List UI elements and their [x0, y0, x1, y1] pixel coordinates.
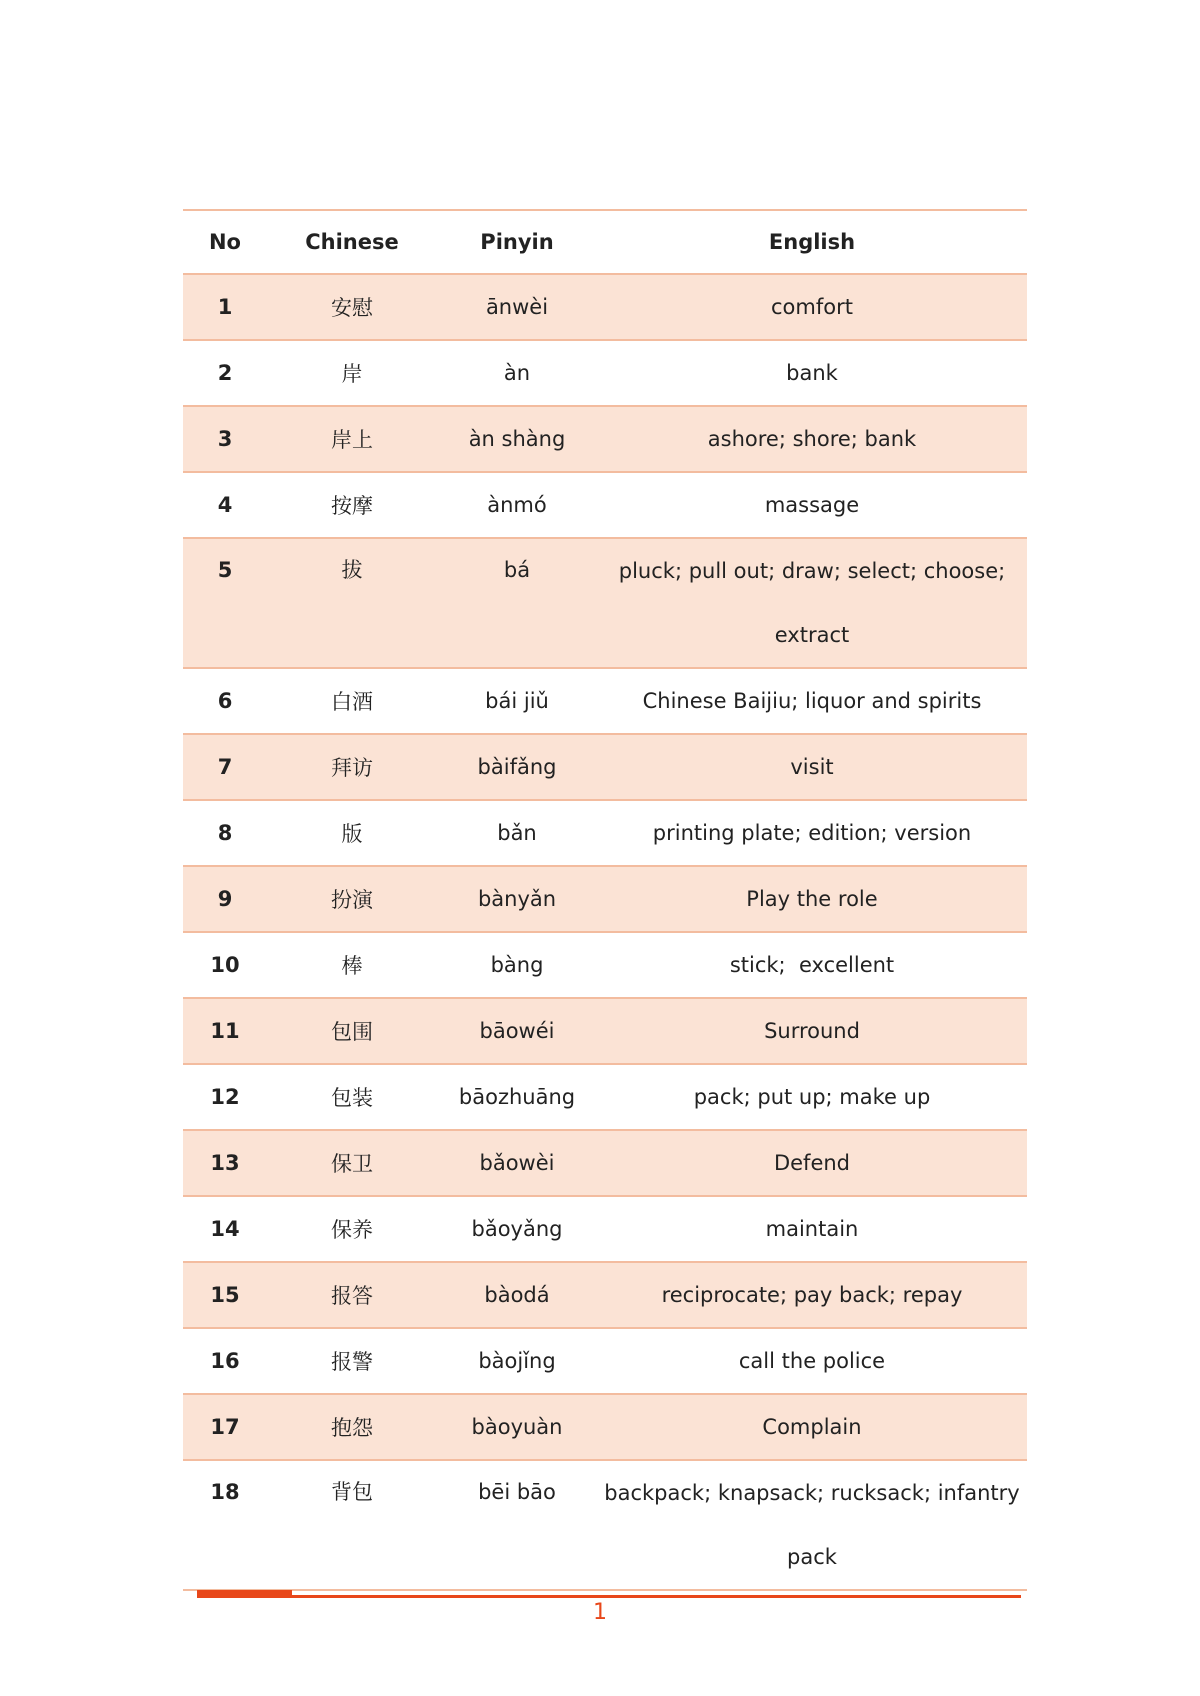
- row-english: maintain: [597, 1196, 1027, 1262]
- row-pinyin: bá: [437, 538, 597, 668]
- row-pinyin: bàojǐng: [437, 1328, 597, 1394]
- row-english: call the police: [597, 1328, 1027, 1394]
- table-row: [183, 998, 1027, 1064]
- row-english: backpack; knapsack; rucksack; infantry pack: [597, 1460, 1027, 1590]
- table-row: [183, 538, 1027, 668]
- page-number: 1: [593, 1600, 607, 1625]
- row-pinyin: bàodá: [437, 1262, 597, 1328]
- row-pinyin: bēi bāo: [437, 1460, 597, 1590]
- table-row: [183, 1460, 1027, 1590]
- row-number: 9: [183, 866, 267, 932]
- row-pinyin: ànmó: [437, 472, 597, 538]
- row-pinyin: bàifǎng: [437, 734, 597, 800]
- row-chinese: 岸上: [267, 406, 437, 472]
- row-pinyin: bǎoyǎng: [437, 1196, 597, 1262]
- row-number: 16: [183, 1328, 267, 1394]
- row-number: 12: [183, 1064, 267, 1130]
- row-pinyin: bǎowèi: [437, 1130, 597, 1196]
- row-chinese: 背包: [267, 1460, 437, 1590]
- row-english: reciprocate; pay back; repay: [597, 1262, 1027, 1328]
- row-english: massage: [597, 472, 1027, 538]
- row-chinese: 包装: [267, 1064, 437, 1130]
- header-pinyin: Pinyin: [437, 210, 597, 274]
- row-number: 4: [183, 472, 267, 538]
- row-number: 7: [183, 734, 267, 800]
- row-chinese: 棒: [267, 932, 437, 998]
- table-row: [183, 1394, 1027, 1460]
- row-english: ashore; shore; bank: [597, 406, 1027, 472]
- row-english: visit: [597, 734, 1027, 800]
- row-number: 6: [183, 668, 267, 734]
- row-english: Surround: [597, 998, 1027, 1064]
- row-pinyin: ānwèi: [437, 274, 597, 340]
- table-row: [183, 734, 1027, 800]
- table-row: [183, 1328, 1027, 1394]
- footer-rule: [197, 1595, 1021, 1598]
- row-number: 15: [183, 1262, 267, 1328]
- row-number: 3: [183, 406, 267, 472]
- row-chinese: 保养: [267, 1196, 437, 1262]
- row-number: 11: [183, 998, 267, 1064]
- row-number: 5: [183, 538, 267, 668]
- table-row: [183, 274, 1027, 340]
- header-english: English: [597, 210, 1027, 274]
- header-no: No: [183, 210, 267, 274]
- row-chinese: 拜访: [267, 734, 437, 800]
- row-number: 13: [183, 1130, 267, 1196]
- row-number: 8: [183, 800, 267, 866]
- row-number: 1: [183, 274, 267, 340]
- row-pinyin: bāozhuāng: [437, 1064, 597, 1130]
- row-english: comfort: [597, 274, 1027, 340]
- row-pinyin: bāowéi: [437, 998, 597, 1064]
- row-english: Play the role: [597, 866, 1027, 932]
- header-chinese: Chinese: [267, 210, 437, 274]
- row-chinese: 报答: [267, 1262, 437, 1328]
- row-number: 2: [183, 340, 267, 406]
- row-chinese: 白酒: [267, 668, 437, 734]
- row-chinese: 版: [267, 800, 437, 866]
- row-pinyin: bàoyuàn: [437, 1394, 597, 1460]
- row-english: Complain: [597, 1394, 1027, 1460]
- row-chinese: 安慰: [267, 274, 437, 340]
- table-row: [183, 406, 1027, 472]
- row-number: 17: [183, 1394, 267, 1460]
- table-row: [183, 668, 1027, 734]
- table-row: [183, 1130, 1027, 1196]
- row-english: stick; excellent: [597, 932, 1027, 998]
- table-row: [183, 800, 1027, 866]
- vocabulary-table: [183, 209, 1027, 1591]
- table-row: [183, 1196, 1027, 1262]
- table-header-row: [183, 210, 1027, 274]
- row-english: bank: [597, 340, 1027, 406]
- row-chinese: 岸: [267, 340, 437, 406]
- row-english: Chinese Baijiu; liquor and spirits: [597, 668, 1027, 734]
- table-row: [183, 472, 1027, 538]
- row-english: printing plate; edition; version: [597, 800, 1027, 866]
- row-chinese: 包围: [267, 998, 437, 1064]
- table-row: [183, 866, 1027, 932]
- row-chinese: 扮演: [267, 866, 437, 932]
- row-english: pluck; pull out; draw; select; choose; extract: [597, 538, 1027, 668]
- row-number: 10: [183, 932, 267, 998]
- row-pinyin: bànyǎn: [437, 866, 597, 932]
- row-pinyin: àn: [437, 340, 597, 406]
- row-chinese: 保卫: [267, 1130, 437, 1196]
- row-english: pack; put up; make up: [597, 1064, 1027, 1130]
- row-pinyin: bǎn: [437, 800, 597, 866]
- row-english: Defend: [597, 1130, 1027, 1196]
- row-number: 18: [183, 1460, 267, 1590]
- row-number: 14: [183, 1196, 267, 1262]
- table-row: [183, 1262, 1027, 1328]
- row-pinyin: àn shàng: [437, 406, 597, 472]
- row-chinese: 拔: [267, 538, 437, 668]
- table-row: [183, 932, 1027, 998]
- table-row: [183, 340, 1027, 406]
- table-row: [183, 1064, 1027, 1130]
- row-chinese: 报警: [267, 1328, 437, 1394]
- row-pinyin: bàng: [437, 932, 597, 998]
- row-chinese: 抱怨: [267, 1394, 437, 1460]
- row-chinese: 按摩: [267, 472, 437, 538]
- row-pinyin: bái jiǔ: [437, 668, 597, 734]
